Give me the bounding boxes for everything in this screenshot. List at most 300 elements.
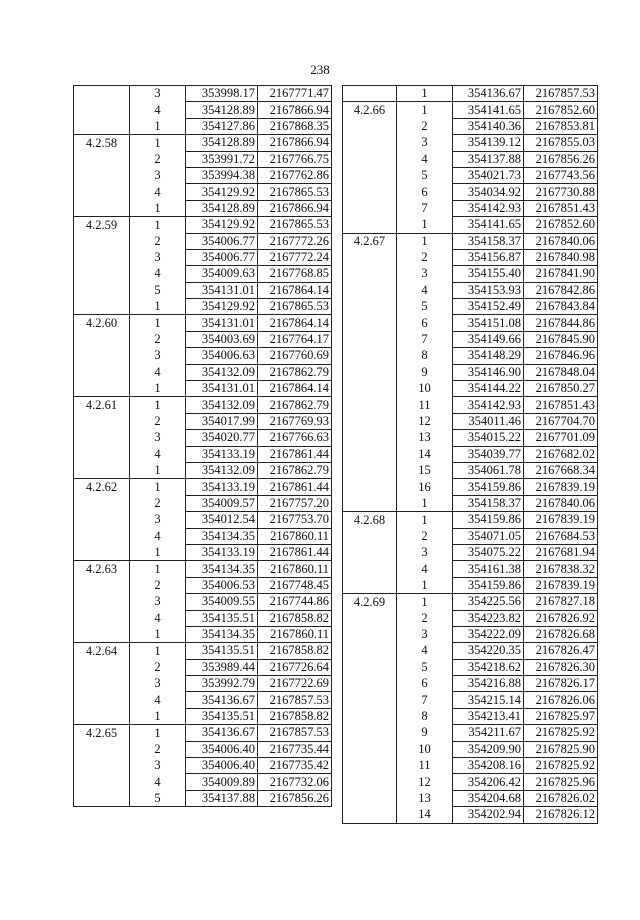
x-coordinate-cell: 354144.22 (453, 381, 524, 397)
table-row (74, 135, 332, 151)
y-coordinate-cell: 2167753.70 (258, 512, 332, 528)
x-coordinate-cell: 354156.87 (453, 249, 524, 265)
x-coordinate-cell: 354131.01 (186, 315, 258, 331)
table-row (74, 102, 332, 118)
x-coordinate-cell: 354158.37 (453, 495, 524, 511)
table-row (343, 774, 598, 790)
section-cell: 4.2.68 (343, 512, 397, 528)
section-cell (343, 462, 397, 478)
section-cell (74, 413, 130, 429)
point-cell: 5 (397, 299, 453, 315)
table-row (343, 462, 598, 478)
y-coordinate-cell: 2167840.98 (524, 249, 598, 265)
x-coordinate-cell: 354209.90 (453, 741, 524, 757)
y-coordinate-cell: 2167772.26 (258, 233, 332, 249)
point-cell: 4 (130, 364, 186, 380)
y-coordinate-cell: 2167866.94 (258, 135, 332, 151)
table-row (343, 381, 598, 397)
table-row (74, 282, 332, 298)
section-cell (74, 266, 130, 282)
y-coordinate-cell: 2167866.94 (258, 102, 332, 118)
x-coordinate-cell: 354034.92 (453, 184, 524, 200)
point-cell: 14 (397, 446, 453, 462)
section-cell (74, 708, 130, 724)
point-cell: 1 (397, 495, 453, 511)
table-row (74, 413, 332, 429)
section-cell (74, 692, 130, 708)
point-cell: 1 (130, 561, 186, 577)
y-coordinate-cell: 2167842.86 (524, 282, 598, 298)
x-coordinate-cell: 354152.49 (453, 299, 524, 315)
section-cell: 4.2.65 (74, 725, 130, 741)
table-row (343, 479, 598, 495)
section-cell (74, 626, 130, 642)
x-coordinate-cell: 354021.73 (453, 167, 524, 183)
section-cell: 4.2.58 (74, 135, 130, 151)
point-cell: 6 (397, 315, 453, 331)
x-coordinate-cell: 354139.12 (453, 135, 524, 151)
table-row (74, 233, 332, 249)
point-cell: 5 (397, 659, 453, 675)
x-coordinate-cell: 354133.19 (186, 544, 258, 560)
point-cell: 3 (397, 135, 453, 151)
section-cell (343, 151, 397, 167)
y-coordinate-cell: 2167762.86 (258, 167, 332, 183)
y-coordinate-cell: 2167861.44 (258, 479, 332, 495)
table-row (74, 151, 332, 167)
section-cell: 4.2.67 (343, 233, 397, 249)
table-row (343, 315, 598, 331)
table-row (343, 790, 598, 806)
point-cell: 3 (397, 626, 453, 642)
section-cell (74, 331, 130, 347)
point-cell: 1 (397, 512, 453, 528)
x-coordinate-cell: 354009.57 (186, 495, 258, 511)
x-coordinate-cell: 354208.16 (453, 758, 524, 774)
point-cell: 11 (397, 397, 453, 413)
x-coordinate-cell: 354136.67 (186, 725, 258, 741)
y-coordinate-cell: 2167826.68 (524, 626, 598, 642)
y-coordinate-cell: 2167730.88 (524, 184, 598, 200)
x-coordinate-cell: 354127.86 (186, 118, 258, 134)
point-cell: 15 (397, 462, 453, 478)
y-coordinate-cell: 2167852.60 (524, 217, 598, 233)
point-cell: 7 (397, 200, 453, 216)
table-row (74, 643, 332, 659)
section-cell (343, 315, 397, 331)
point-cell: 3 (130, 594, 186, 610)
point-cell: 1 (130, 725, 186, 741)
x-coordinate-cell: 354218.62 (453, 659, 524, 675)
section-cell: 4.2.61 (74, 397, 130, 413)
y-coordinate-cell: 2167840.06 (524, 495, 598, 511)
x-coordinate-cell: 354133.19 (186, 446, 258, 462)
section-cell (74, 446, 130, 462)
x-coordinate-cell: 354151.08 (453, 315, 524, 331)
point-cell: 13 (397, 790, 453, 806)
table-row (74, 446, 332, 462)
section-cell: 4.2.64 (74, 643, 130, 659)
section-cell (74, 610, 130, 626)
x-coordinate-cell: 354136.67 (453, 86, 524, 102)
x-coordinate-cell: 354211.67 (453, 725, 524, 741)
x-coordinate-cell: 354134.35 (186, 561, 258, 577)
section-cell (74, 512, 130, 528)
point-cell: 4 (397, 151, 453, 167)
section-cell (74, 741, 130, 757)
table-row (343, 266, 598, 282)
x-coordinate-cell: 354128.89 (186, 200, 258, 216)
x-coordinate-cell: 354135.51 (186, 708, 258, 724)
x-coordinate-cell: 354137.88 (186, 790, 258, 806)
y-coordinate-cell: 2167846.96 (524, 348, 598, 364)
section-cell: 4.2.63 (74, 561, 130, 577)
x-coordinate-cell: 354134.35 (186, 528, 258, 544)
x-coordinate-cell: 353992.79 (186, 676, 258, 692)
section-cell (343, 86, 397, 102)
section-cell (343, 807, 397, 823)
section-cell (74, 184, 130, 200)
table-row (343, 233, 598, 249)
y-coordinate-cell: 2167843.84 (524, 299, 598, 315)
table-row (74, 659, 332, 675)
point-cell: 1 (397, 594, 453, 610)
y-coordinate-cell: 2167866.94 (258, 200, 332, 216)
point-cell: 14 (397, 807, 453, 823)
y-coordinate-cell: 2167844.86 (524, 315, 598, 331)
x-coordinate-cell: 354129.92 (186, 299, 258, 315)
x-coordinate-cell: 354148.29 (453, 348, 524, 364)
point-cell: 3 (130, 249, 186, 265)
y-coordinate-cell: 2167726.64 (258, 659, 332, 675)
table-row (74, 167, 332, 183)
section-cell (343, 430, 397, 446)
y-coordinate-cell: 2167839.19 (524, 479, 598, 495)
y-coordinate-cell: 2167766.75 (258, 151, 332, 167)
section-cell (343, 446, 397, 462)
table-row (74, 381, 332, 397)
x-coordinate-cell: 354135.51 (186, 643, 258, 659)
section-cell (74, 381, 130, 397)
table-row (343, 364, 598, 380)
x-coordinate-cell: 354006.77 (186, 249, 258, 265)
y-coordinate-cell: 2167768.85 (258, 266, 332, 282)
table-row (343, 217, 598, 233)
point-cell: 1 (397, 102, 453, 118)
y-coordinate-cell: 2167841.90 (524, 266, 598, 282)
y-coordinate-cell: 2167860.11 (258, 528, 332, 544)
y-coordinate-cell: 2167772.24 (258, 249, 332, 265)
point-cell: 2 (130, 741, 186, 757)
table-row (343, 708, 598, 724)
x-coordinate-cell: 354141.65 (453, 102, 524, 118)
point-cell: 1 (130, 544, 186, 560)
point-cell: 4 (397, 282, 453, 298)
y-coordinate-cell: 2167764.17 (258, 331, 332, 347)
y-coordinate-cell: 2167684.53 (524, 528, 598, 544)
y-coordinate-cell: 2167735.44 (258, 741, 332, 757)
section-cell (343, 167, 397, 183)
page-number: 238 (310, 62, 330, 77)
point-cell: 1 (130, 135, 186, 151)
y-coordinate-cell: 2167825.97 (524, 708, 598, 724)
y-coordinate-cell: 2167744.86 (258, 594, 332, 610)
section-cell: 4.2.60 (74, 315, 130, 331)
point-cell: 8 (397, 708, 453, 724)
y-coordinate-cell: 2167760.69 (258, 348, 332, 364)
section-cell (343, 184, 397, 200)
table-row (74, 299, 332, 315)
section-cell (74, 430, 130, 446)
y-coordinate-cell: 2167826.06 (524, 692, 598, 708)
section-cell (74, 462, 130, 478)
y-coordinate-cell: 2167826.12 (524, 807, 598, 823)
section-cell (74, 348, 130, 364)
x-coordinate-cell: 354003.69 (186, 331, 258, 347)
y-coordinate-cell: 2167826.30 (524, 659, 598, 675)
section-cell (343, 135, 397, 151)
table-row (74, 790, 332, 806)
x-coordinate-cell: 354128.89 (186, 102, 258, 118)
section-cell (343, 331, 397, 347)
point-cell: 1 (397, 86, 453, 102)
point-cell: 4 (130, 266, 186, 282)
y-coordinate-cell: 2167865.53 (258, 299, 332, 315)
table-row (74, 364, 332, 380)
section-cell (343, 708, 397, 724)
section-cell (343, 774, 397, 790)
point-cell: 3 (130, 348, 186, 364)
table-row (343, 561, 598, 577)
x-coordinate-cell: 354075.22 (453, 544, 524, 560)
y-coordinate-cell: 2167851.43 (524, 200, 598, 216)
x-coordinate-cell: 354215.14 (453, 692, 524, 708)
y-coordinate-cell: 2167748.45 (258, 577, 332, 593)
x-coordinate-cell: 354131.01 (186, 282, 258, 298)
point-cell: 2 (130, 331, 186, 347)
x-coordinate-cell: 354213.41 (453, 708, 524, 724)
x-coordinate-cell: 354132.09 (186, 462, 258, 478)
point-cell: 1 (130, 299, 186, 315)
point-cell: 10 (397, 741, 453, 757)
table-row (74, 676, 332, 692)
table-row (343, 676, 598, 692)
x-coordinate-cell: 354009.55 (186, 594, 258, 610)
section-cell (343, 348, 397, 364)
table-row (343, 413, 598, 429)
x-coordinate-cell: 354061.78 (453, 462, 524, 478)
table-row (74, 430, 332, 446)
table-row (343, 397, 598, 413)
table-row (343, 249, 598, 265)
table-row (343, 495, 598, 511)
section-cell (343, 758, 397, 774)
point-cell: 2 (397, 249, 453, 265)
section-cell (343, 217, 397, 233)
table-row (343, 282, 598, 298)
table-row (343, 692, 598, 708)
y-coordinate-cell: 2167757.20 (258, 495, 332, 511)
table-row (343, 725, 598, 741)
y-coordinate-cell: 2167858.82 (258, 643, 332, 659)
section-cell (343, 266, 397, 282)
y-coordinate-cell: 2167858.82 (258, 708, 332, 724)
y-coordinate-cell: 2167704.70 (524, 413, 598, 429)
y-coordinate-cell: 2167827.18 (524, 594, 598, 610)
point-cell: 2 (397, 610, 453, 626)
point-cell: 1 (130, 626, 186, 642)
section-cell (343, 725, 397, 741)
point-cell: 2 (130, 659, 186, 675)
table-row (343, 446, 598, 462)
section-cell (74, 364, 130, 380)
y-coordinate-cell: 2167864.14 (258, 381, 332, 397)
point-cell: 2 (397, 528, 453, 544)
table-row (343, 299, 598, 315)
y-coordinate-cell: 2167857.53 (258, 692, 332, 708)
x-coordinate-cell: 354017.99 (186, 413, 258, 429)
y-coordinate-cell: 2167838.32 (524, 561, 598, 577)
y-coordinate-cell: 2167722.69 (258, 676, 332, 692)
table-row (343, 512, 598, 528)
point-cell: 3 (397, 266, 453, 282)
point-cell: 12 (397, 774, 453, 790)
section-cell (74, 774, 130, 790)
table-row (343, 610, 598, 626)
point-cell: 11 (397, 758, 453, 774)
point-cell: 1 (130, 315, 186, 331)
table-row (343, 741, 598, 757)
table-row (74, 594, 332, 610)
x-coordinate-cell: 354128.89 (186, 135, 258, 151)
point-cell: 1 (130, 217, 186, 233)
y-coordinate-cell: 2167735.42 (258, 758, 332, 774)
x-coordinate-cell: 354204.68 (453, 790, 524, 806)
y-coordinate-cell: 2167860.11 (258, 561, 332, 577)
x-coordinate-cell: 354223.82 (453, 610, 524, 626)
section-cell (343, 610, 397, 626)
y-coordinate-cell: 2167826.47 (524, 643, 598, 659)
section-cell: 4.2.66 (343, 102, 397, 118)
point-cell: 2 (397, 118, 453, 134)
section-cell (343, 381, 397, 397)
y-coordinate-cell: 2167862.79 (258, 364, 332, 380)
table-row (74, 774, 332, 790)
point-cell: 3 (130, 86, 186, 102)
x-coordinate-cell: 354006.63 (186, 348, 258, 364)
table-row (74, 512, 332, 528)
x-coordinate-cell: 354015.22 (453, 430, 524, 446)
section-cell (74, 167, 130, 183)
table-row (343, 151, 598, 167)
y-coordinate-cell: 2167771.47 (258, 86, 332, 102)
y-coordinate-cell: 2167850.27 (524, 381, 598, 397)
x-coordinate-cell: 354039.77 (453, 446, 524, 462)
table-row (343, 758, 598, 774)
point-cell: 6 (397, 184, 453, 200)
section-cell (343, 364, 397, 380)
table-row (74, 561, 332, 577)
y-coordinate-cell: 2167825.92 (524, 725, 598, 741)
table-row (343, 528, 598, 544)
section-cell (74, 577, 130, 593)
table-row (74, 528, 332, 544)
y-coordinate-cell: 2167681.94 (524, 544, 598, 560)
table-row (343, 184, 598, 200)
table-row (74, 315, 332, 331)
x-coordinate-cell: 354009.89 (186, 774, 258, 790)
table-row (343, 135, 598, 151)
section-cell (343, 790, 397, 806)
table-row (74, 200, 332, 216)
coordinates-table-left (73, 85, 332, 807)
point-cell: 1 (130, 397, 186, 413)
x-coordinate-cell: 354220.35 (453, 643, 524, 659)
y-coordinate-cell: 2167732.06 (258, 774, 332, 790)
y-coordinate-cell: 2167865.53 (258, 184, 332, 200)
point-cell: 1 (397, 217, 453, 233)
point-cell: 4 (397, 561, 453, 577)
y-coordinate-cell: 2167826.92 (524, 610, 598, 626)
x-coordinate-cell: 354141.65 (453, 217, 524, 233)
point-cell: 13 (397, 430, 453, 446)
point-cell: 4 (130, 528, 186, 544)
section-cell (343, 643, 397, 659)
x-coordinate-cell: 354131.01 (186, 381, 258, 397)
x-coordinate-cell: 354012.54 (186, 512, 258, 528)
section-cell: 4.2.69 (343, 594, 397, 610)
point-cell: 7 (397, 692, 453, 708)
section-cell (343, 528, 397, 544)
y-coordinate-cell: 2167766.63 (258, 430, 332, 446)
table-row (74, 708, 332, 724)
section-cell (343, 282, 397, 298)
y-coordinate-cell: 2167701.09 (524, 430, 598, 446)
x-coordinate-cell: 354206.42 (453, 774, 524, 790)
table-row (74, 741, 332, 757)
y-coordinate-cell: 2167865.53 (258, 217, 332, 233)
y-coordinate-cell: 2167858.82 (258, 610, 332, 626)
x-coordinate-cell: 354146.90 (453, 364, 524, 380)
table-row (74, 118, 332, 134)
section-cell (343, 659, 397, 675)
table-row (343, 348, 598, 364)
x-coordinate-cell: 354159.86 (453, 577, 524, 593)
x-coordinate-cell: 354006.40 (186, 741, 258, 757)
point-cell: 7 (397, 331, 453, 347)
point-cell: 6 (397, 676, 453, 692)
x-coordinate-cell: 354133.19 (186, 479, 258, 495)
x-coordinate-cell: 354136.67 (186, 692, 258, 708)
point-cell: 8 (397, 348, 453, 364)
x-coordinate-cell: 354159.86 (453, 479, 524, 495)
x-coordinate-cell: 354155.40 (453, 266, 524, 282)
y-coordinate-cell: 2167856.26 (524, 151, 598, 167)
x-coordinate-cell: 354132.09 (186, 397, 258, 413)
y-coordinate-cell: 2167668.34 (524, 462, 598, 478)
x-coordinate-cell: 354142.93 (453, 397, 524, 413)
y-coordinate-cell: 2167851.43 (524, 397, 598, 413)
table-row (74, 86, 332, 102)
x-coordinate-cell: 354158.37 (453, 233, 524, 249)
section-cell (343, 577, 397, 593)
point-cell: 2 (130, 413, 186, 429)
section-cell (343, 741, 397, 757)
point-cell: 2 (130, 577, 186, 593)
point-cell: 5 (130, 282, 186, 298)
point-cell: 4 (130, 446, 186, 462)
point-cell: 1 (130, 462, 186, 478)
